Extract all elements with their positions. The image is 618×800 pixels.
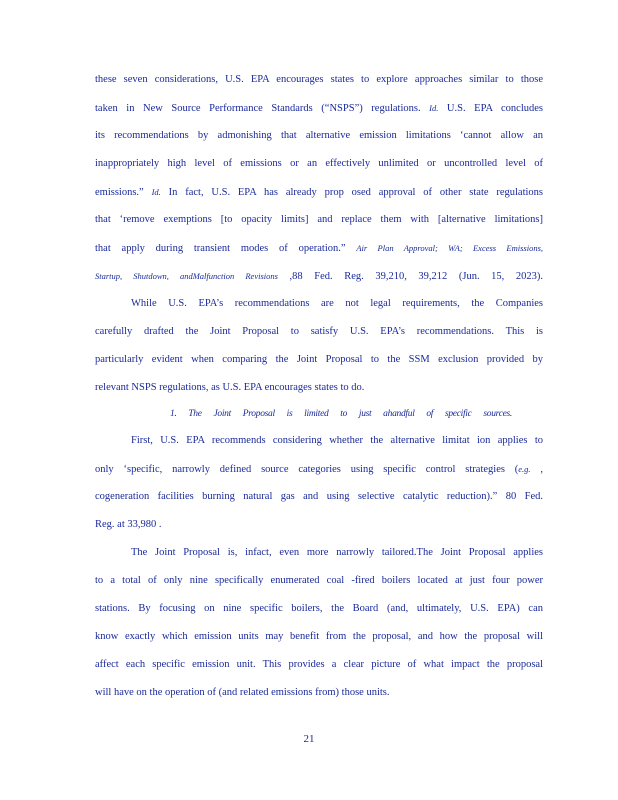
text-span: ,88 Fed. Reg. 39,210, 39,212 (Jun. 15, 2023). <box>289 271 544 282</box>
text-span: emissions.” <box>95 187 144 198</box>
citation-italic: Id. <box>151 187 161 197</box>
body-line: these seven considerations, U.S. EPA encourages states to explore approaches similar to those <box>95 74 543 85</box>
body-line: know exactly which emission units may benefit from the proposal, and how the proposal will <box>95 631 543 642</box>
citation-italic: Air Plan Approval; WA; Excess Emissions, <box>356 243 544 253</box>
body-line: While U.S. EPA’s recommendations are not legal requirements, the Companies <box>131 298 543 309</box>
body-line: affect each specific emission unit. This provides a clear picture of what impact the proposal <box>95 659 543 670</box>
body-line: inappropriately high level of emissions or an effectively unlimited or uncontrolled level of <box>95 158 543 169</box>
text-span: that apply during transient modes of operation.” <box>95 243 346 254</box>
citation-italic: e.g. <box>518 464 531 474</box>
text-span: ( <box>514 464 519 475</box>
body-line: particularly evident when comparing the Joint Proposal to the SSM exclusion provided by <box>95 354 543 365</box>
body-line: cogeneration facilities burning natural gas and using selective catalytic reduction).” 80 Fed. <box>95 491 543 502</box>
body-line: that ‘remove exemptions [to opacity limits] and replace them with [alternative limitations] <box>95 214 543 225</box>
text-span: U.S. EPA concludes <box>446 103 543 114</box>
body-line: The Joint Proposal is, infact, even more narrowly tailored.The Joint Proposal applies <box>131 547 543 558</box>
body-line: Reg. at 33,980 . <box>95 519 162 530</box>
body-line <box>95 101 543 116</box>
section-heading: 1. The Joint Proposal is limited to just ahandful of specific sources. <box>170 409 512 419</box>
body-line <box>95 269 543 284</box>
text-span: In fact, U.S. EPA has already prop osed approval of other state regulations <box>168 187 544 198</box>
body-line: will have on the operation of (and related emissions from) those units. <box>95 687 390 698</box>
body-line: its recommendations by admonishing that alternative emission limitations ‘cannot allow an <box>95 130 543 141</box>
body-line <box>95 185 543 200</box>
text-span: only ‘specific, narrowly defined source categories using specific control strategies <box>95 464 505 475</box>
body-line <box>95 462 543 477</box>
body-line: relevant NSPS regulations, as U.S. EPA encourages states to do. <box>95 382 365 393</box>
citation-italic: Id. <box>429 103 439 113</box>
body-line: First, U.S. EPA recommends considering whether the alternative limitat ion applies to <box>131 435 543 446</box>
body-line: carefully drafted the Joint Proposal to satisfy U.S. EPA’s recommendations. This is <box>95 326 543 337</box>
body-line: stations. By focusing on nine specific boilers, the Board (and, ultimately, U.S. EPA) can <box>95 603 543 614</box>
body-line <box>95 241 543 256</box>
citation-italic: Startup, Shutdown, andMalfunction Revisions <box>95 271 278 281</box>
body-line: to a total of only nine specifically enumerated coal -fired boilers located at just four power <box>95 575 543 586</box>
page-number: 21 <box>303 733 315 745</box>
text-span: taken in New Source Performance Standards (“NSPS”) regulations. <box>95 103 421 114</box>
text-span: , <box>540 464 544 475</box>
